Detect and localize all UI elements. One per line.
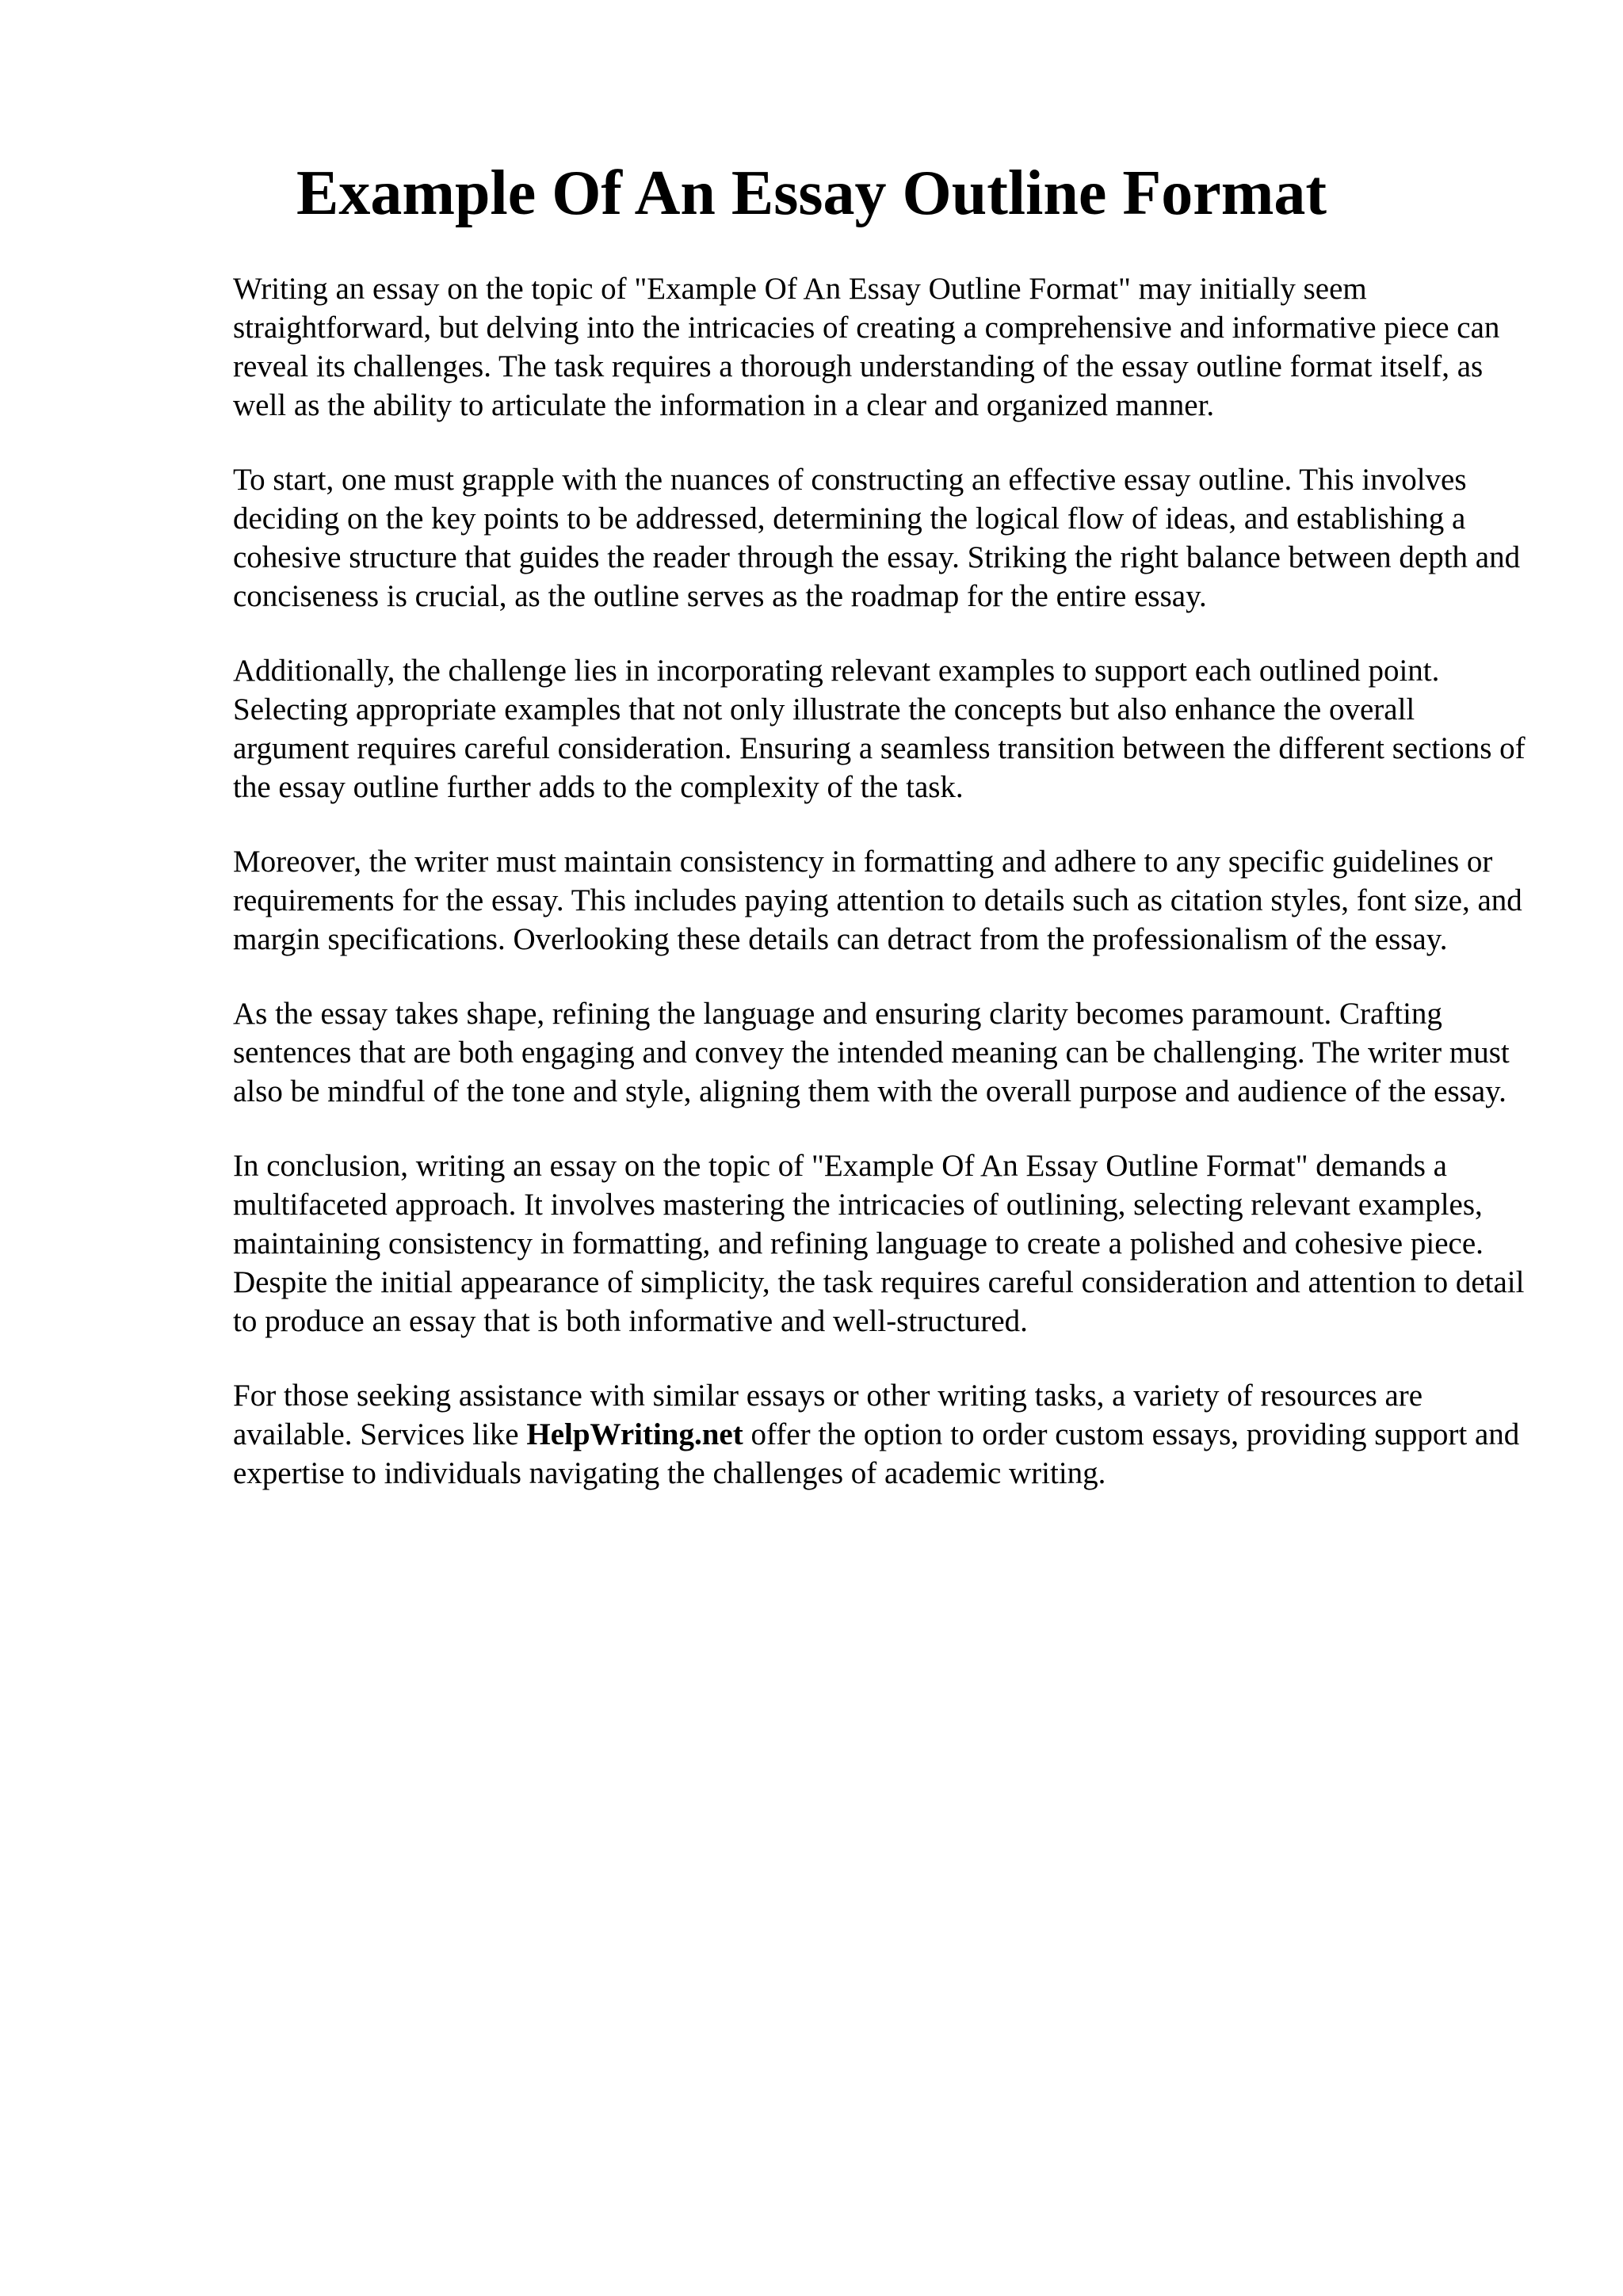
closing-text-after: offer the option to order custom essays, providing support and expertise to individuals navigating the challenges of academic writing. (233, 1417, 1520, 1490)
paragraph-closing (233, 1376, 1533, 1493)
brand-name: HelpWriting.net (526, 1417, 743, 1451)
paragraph-intro: Writing an essay on the topic of "Example Of An Essay Outline Format" may initially seem straightforward, but delving into the intricacies of creating a comprehensive and informative piece can reveal its challenges. The task requires a thorough understanding of the essay outline format itself, as well as the ability to articulate the information in a clear and organized manner. (233, 272, 1500, 422)
closing-text-before: For those seeking assistance with similar essays or other writing tasks, a variety of resources are available. Services like (233, 1379, 1423, 1451)
paragraph-conclusion: In conclusion, writing an essay on the topic of "Example Of An Essay Outline Format" demands a multifaceted approach. It involves mastering the intricacies of outlining, selecting relevant examples, maintaining consistency in formatting, and refining language to create a polished and cohesive piece. Despite the initial appearance of simplicity, the task requires careful consideration and attention to detail to produce an essay that is both informative and well-structured. (233, 1149, 1525, 1338)
document-body (233, 269, 1533, 1528)
paragraph-formatting: Moreover, the writer must maintain consistency in formatting and adhere to any specific guidelines or requirements for the essay. This includes paying attention to details such as citation styles, font size, and margin specifications. Overlooking these details can detract from the professionalism of the essay. (233, 845, 1522, 956)
paragraph-language: As the essay takes shape, refining the language and ensuring clarity becomes paramount. Crafting sentences that are both engaging and convey the intended meaning can be challenging. The writer must also be mindful of the tone and style, aligning them with the overall purpose and audience of the essay. (233, 997, 1510, 1108)
paragraph-outline: To start, one must grapple with the nuances of constructing an effective essay outline. This involves deciding on the key points to be addressed, determining the logical flow of ideas, and establishing a cohesive structure that guides the reader through the essay. Striking the right balance between depth and conciseness is crucial, as the outline serves as the roadmap for the entire essay. (233, 463, 1521, 613)
document-title: Example Of An Essay Outline Format (296, 158, 1327, 228)
paragraph-examples: Additionally, the challenge lies in incorporating relevant examples to support each outlined point. Selecting appropriate examples that not only illustrate the concepts but also enhance the overall argument requires careful consideration. Ensuring a seamless transition between the different sections of the essay outline further adds to the complexity of the task. (233, 654, 1526, 804)
